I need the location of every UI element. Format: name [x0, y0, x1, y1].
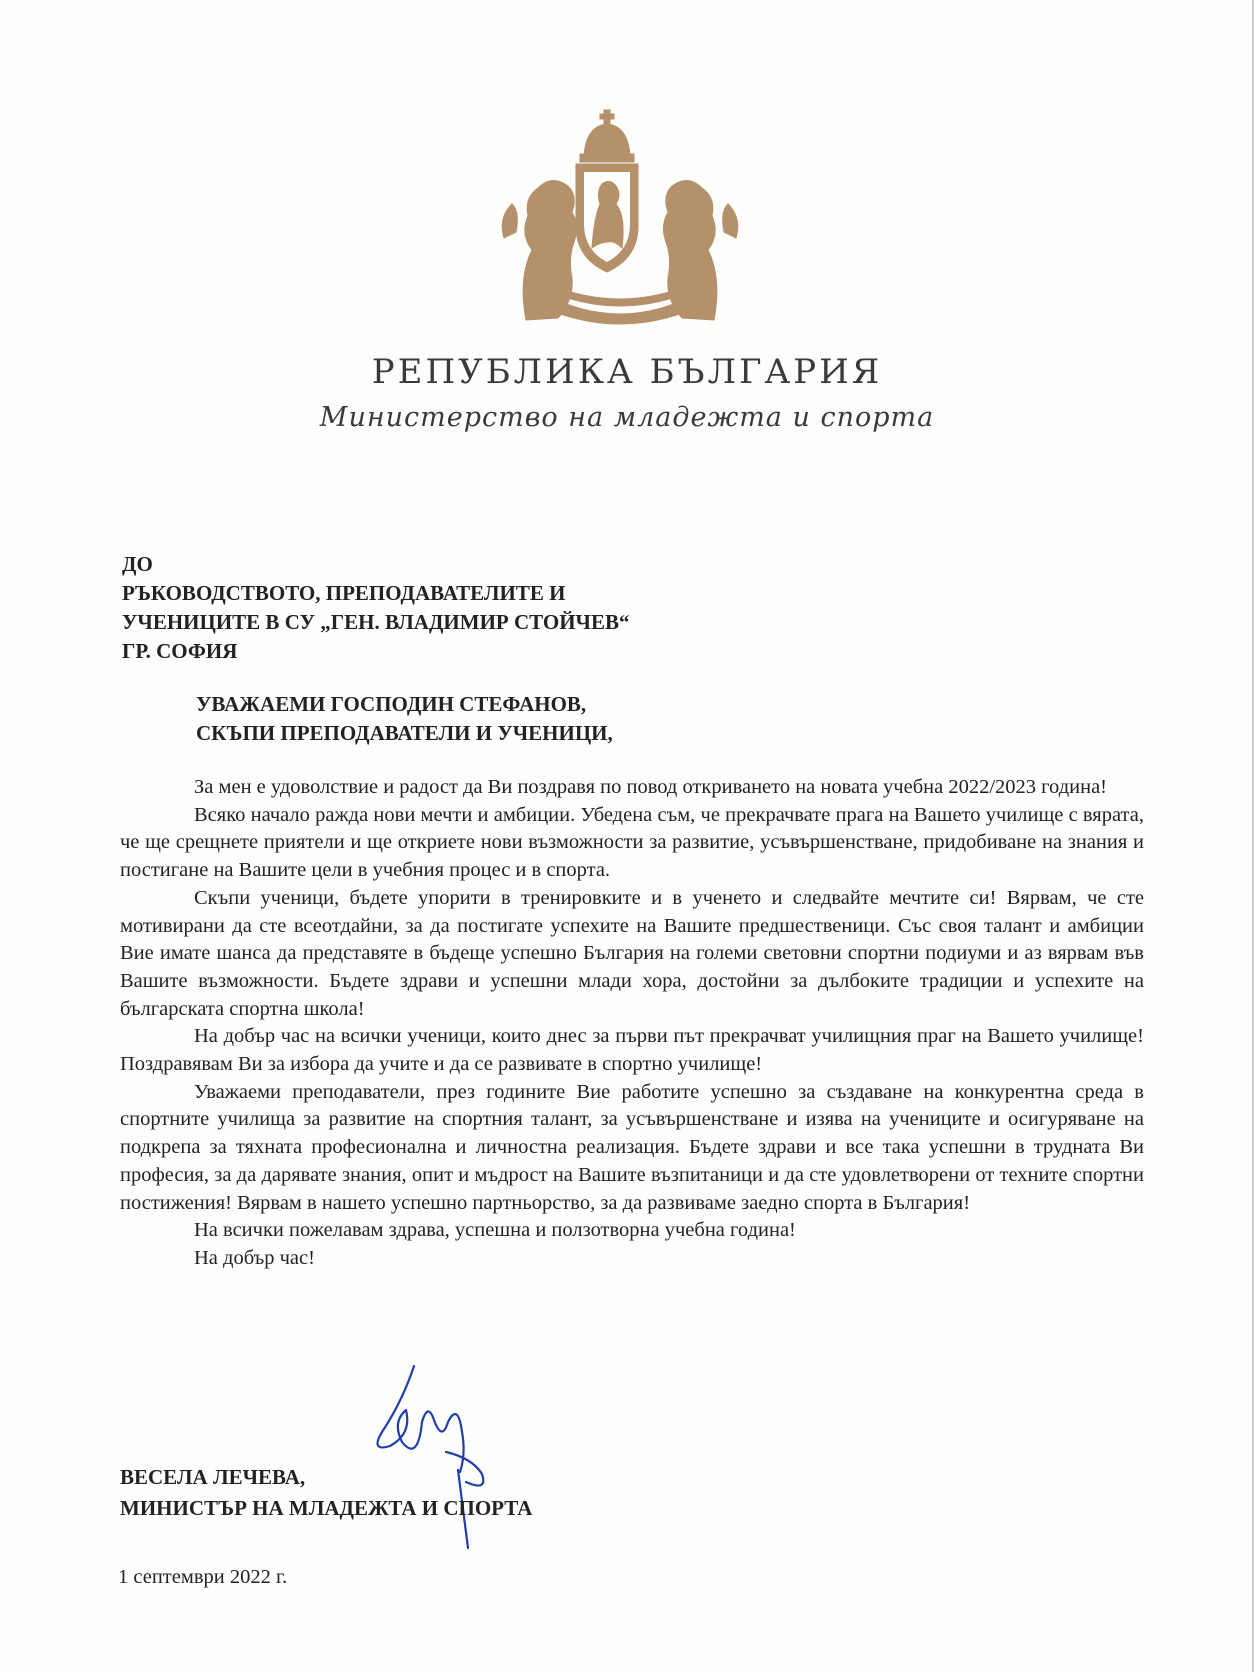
republic-title: РЕПУБЛИКА БЪЛГАРИЯ: [371, 352, 883, 392]
greeting-block: [196, 690, 613, 748]
body-paragraph: Скъпи ученици, бъдете упорити в тренировките и в ученето и следвайте мечтите си! Вярвам, че сте мотивирани да сте всеотдайни, за да постигате успехите на Вашите предшественици. Със своя талант и амбиции Вие имате шанса да представяте в бъдеще успешно България на големи световни спортни подиуми и аз вярвам във Вашите възможности. Бъдете здрави и успешни млади хора, достойни за дълбоките традиции и успехите на българската спортна школа!: [120, 886, 1144, 1020]
body-paragraph: Уважаеми преподаватели, през годините Вие работите успешно за създаване на конкурентна среда в спортните училища за развитие на спортния талант, за усъвършенстване и изява на учениците и осигуряване на подкрепа за тяхната професионална и личностна реализация. Бъдете здрави и все така успешни в трудната Ви професия, за да дарявате знания, опит и мъдрост на Вашите възпитаници и да сте удовлетворени от техните спортни постижения! Вярвам в нашето успешно партньорство, за да развиваме заедно спорта в България!: [120, 1080, 1144, 1214]
coat-of-arms-emblem: [488, 108, 752, 326]
body-paragraph: Всяко начало ражда нови мечти и амбиции. Убедена съм, че прекрачвате прага на Вашето училище с вярата, че ще срещнете приятели и ще откриете нови възможности за развитие, усъвършенстване, придобиване на знания и постигане на Вашите цели в учебния процес и в спорта.: [120, 803, 1144, 882]
addressee-line: ГР. СОФИЯ: [122, 639, 238, 663]
addressee-line: РЪКОВОДСТВОТО, ПРЕПОДАВАТЕЛИТЕ И: [122, 581, 566, 605]
body-paragraph: На добър час на всички ученици, които днес за първи път прекрачват училищния праг на Вашето училище! Поздравявам Ви за избора да учите и да се развивате в спортно училище!: [120, 1025, 1144, 1076]
ministry-name: Министерство на младежта и спорта: [319, 402, 935, 433]
signer-block: [120, 1462, 532, 1524]
signer-name: ВЕСЕЛА ЛЕЧЕВА,: [120, 1465, 306, 1489]
greeting-line: УВАЖАЕМИ ГОСПОДИН СТЕФАНОВ,: [196, 692, 587, 716]
body-paragraph: На всички пожелавам здрава, успешна и ползотворна учебна година!: [194, 1219, 796, 1242]
greeting-line: СКЪПИ ПРЕПОДАВАТЕЛИ И УЧЕНИЦИ,: [196, 721, 613, 745]
letter-date: 1 септември 2022 г.: [118, 1566, 288, 1588]
addressee-block: [122, 550, 822, 666]
addressee-line: УЧЕНИЦИТЕ В СУ „ГЕН. ВЛАДИМИР СТОЙЧЕВ“: [122, 610, 630, 634]
body-paragraph: На добър час!: [194, 1246, 315, 1269]
addressee-line: ДО: [122, 552, 153, 576]
letter-body: [120, 774, 1144, 1273]
signer-position: МИНИСТЪР НА МЛАДЕЖТА И СПОРТА: [120, 1496, 533, 1520]
body-paragraph: За мен е удоволствие и радост да Ви поздравя по повод откриването на новата учебна 2022/2023 година!: [194, 776, 1108, 798]
